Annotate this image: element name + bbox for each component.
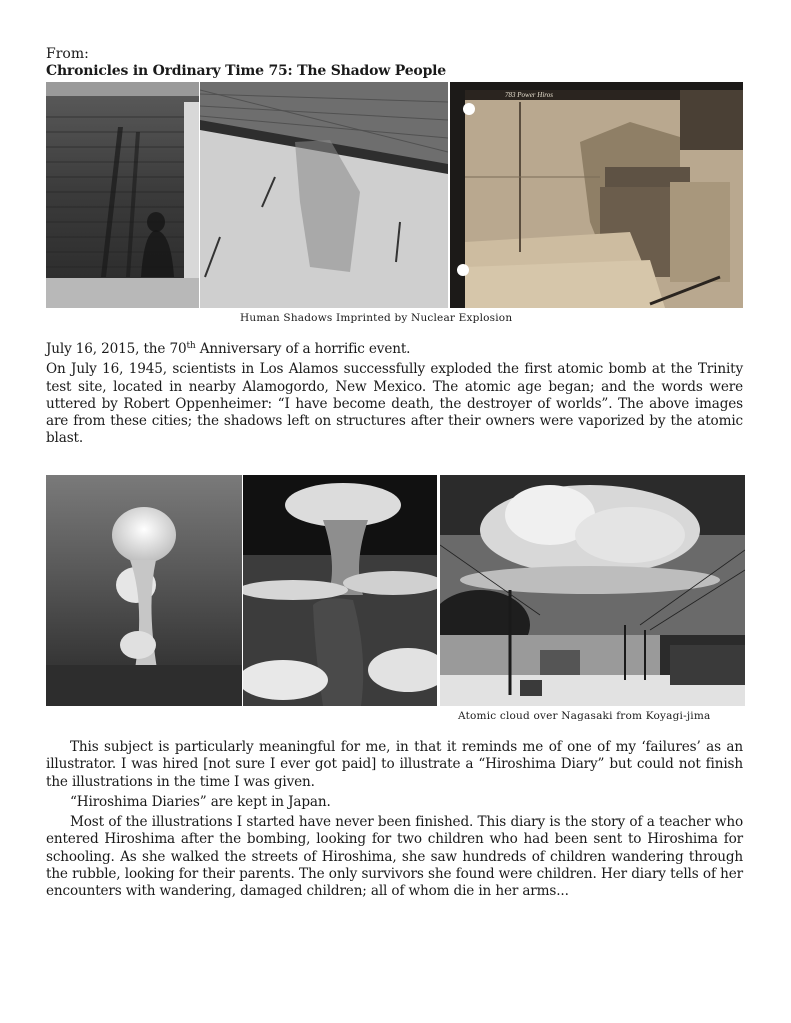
story-paragraph-2: “Hiroshima Diaries” are kept in Japan. xyxy=(70,793,331,810)
intro-section xyxy=(46,341,743,448)
top-figure-caption: Human Shadows Imprinted by Nuclear Explosion xyxy=(240,312,513,324)
trinity-paragraph: On July 16, 1945, scientists in Los Alamos successfully exploded the first atomic bomb at the Trinity test site, located in nearby Alamogordo, New Mexico. The atomic age began; and the words were uttered by Robert Oppenheimer: “I have become death, the destroyer of worlds”. The above images are from these cities; the shadows left on structures after their owners were vaporized by the atomic blast. xyxy=(46,361,743,447)
hiroshima-mushroom-cloud-photo xyxy=(46,475,242,706)
story-section xyxy=(46,739,743,901)
story-paragraph-3: Most of the illustrations I started have never been finished. This diary is the story of a teacher who entered Hiroshima after the bombing, looking for two children who had been sent to Hiroshima for schooling. As she walked the streets of Hiroshima, she saw hundreds of children wandering through the rubble, looking for their parents. The only survivors she found were children. Her diary tells of her encounters with wandering, damaged children; all of whom die in her arms... xyxy=(46,814,743,900)
nagasaki-from-koyagi-jima-photo xyxy=(440,475,745,706)
anniversary-line xyxy=(46,341,743,358)
ordinal-superscript: th xyxy=(186,341,196,351)
from-label: From: xyxy=(46,46,89,62)
bottom-figure-caption: Atomic cloud over Nagasaki from Koyagi-jima xyxy=(458,710,711,722)
story-paragraph-1: This subject is particularly meaningful for me, in that it reminds me of one of my ‘failures’ as an illustrator. I was hired [not sure I ever got paid] to illustrate a “Hiroshima Diary” but could not finish the illustrations in the time I was given. xyxy=(46,739,743,790)
shadow-on-bank-steps-photo xyxy=(46,82,199,308)
anniversary-line-prefix: July 16, 2015, the 70 xyxy=(46,341,187,357)
shadow-on-pavement-photo xyxy=(200,82,448,308)
document-title: Chronicles in Ordinary Time 75: The Shadow People xyxy=(46,63,446,79)
anniversary-line-suffix: Anniversary of a horrific event. xyxy=(195,341,411,357)
handwritten-label: 783 Power Hiros xyxy=(505,91,553,99)
nagasaki-mushroom-cloud-photo xyxy=(243,475,437,706)
shadow-on-building-base-photo xyxy=(450,82,743,308)
